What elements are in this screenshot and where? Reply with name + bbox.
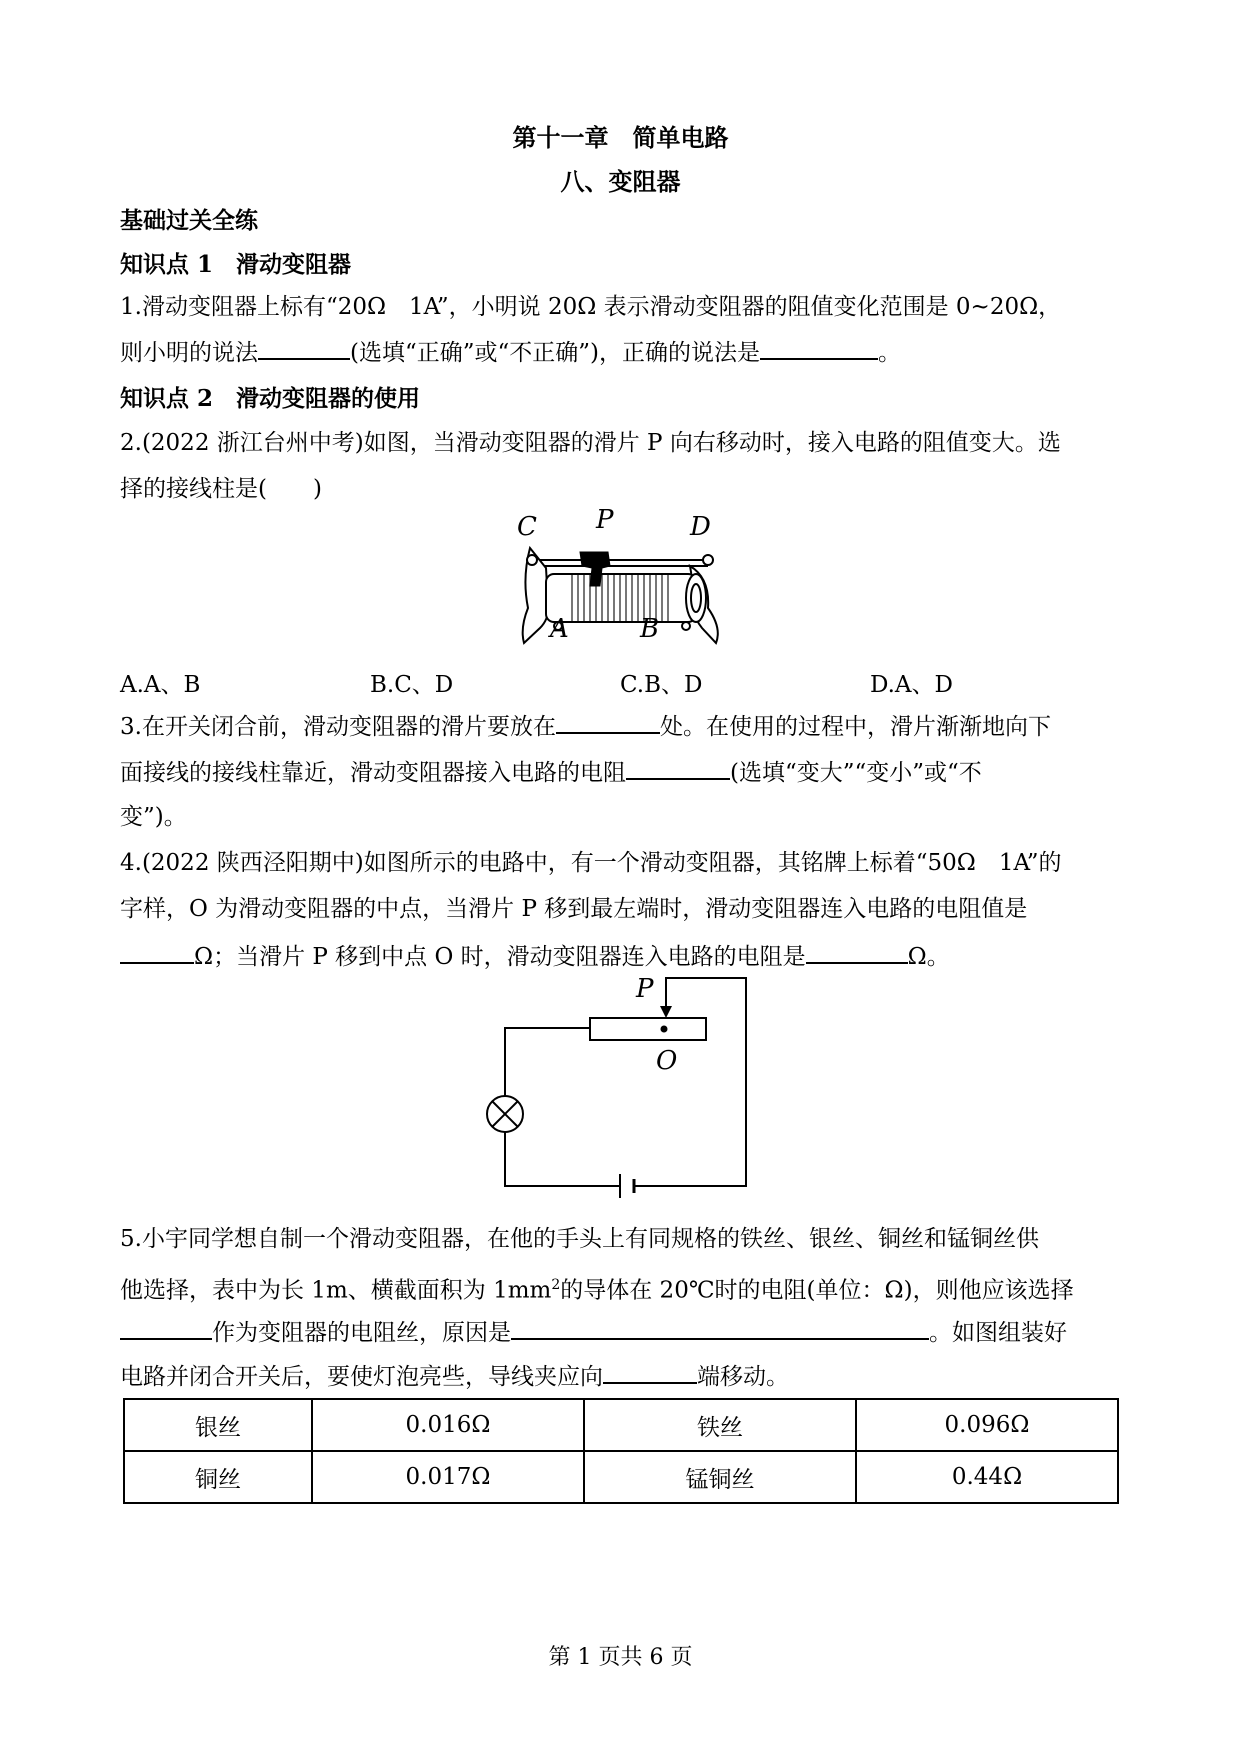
page-footer: 第 1 页共 6 页 (548, 1645, 693, 1670)
q4-blank-2[interactable] (806, 938, 908, 964)
table-cell: 铁丝 (584, 1399, 856, 1451)
q4-text-b: Ω。 (907, 944, 950, 970)
q5-text-f: 端移动。 (697, 1364, 789, 1390)
q3-line3: 变”)。 (120, 804, 187, 830)
table-cell: 0.44Ω (856, 1451, 1118, 1503)
option-b[interactable]: B.C、D (370, 672, 454, 698)
resistance-table (123, 1398, 1119, 1504)
q5-line3 (120, 1314, 1120, 1350)
q3-text-c: 面接线的接线柱靠近，滑动变阻器接入电路的电阻 (120, 760, 626, 786)
q5-line4 (120, 1358, 1120, 1394)
q5-text-e: 电路并闭合开关后，要使灯泡亮些，导线夹应向 (120, 1364, 603, 1390)
option-c[interactable]: C.B、D (620, 672, 703, 698)
table-row (124, 1451, 1118, 1503)
table-cell: 银丝 (124, 1399, 312, 1451)
q2-line1: 2.(2022 浙江台州中考)如图，当滑动变阻器的滑片 P 向右移动时，接入电路的阻值变大。选 (120, 430, 1061, 456)
circuit-figure (470, 972, 760, 1202)
q1-blank-1[interactable] (258, 334, 350, 360)
q5-blank-3[interactable] (603, 1358, 697, 1384)
q1-line1: 1.滑动变阻器上标有“20Ω 1A”，小明说 20Ω 表示滑动变阻器的阻值变化范围是 0~20Ω， (120, 294, 1062, 320)
chapter-title: 第十一章 简单电路 (512, 123, 729, 152)
q4-blank-1[interactable] (120, 938, 194, 964)
q3-text-b: 处。在使用的过程中，滑片渐渐地向下 (659, 714, 1051, 740)
q5-line1: 5.小宇同学想自制一个滑动变阻器，在他的手头上有同规格的铁丝、银丝、铜丝和锰铜丝供 (120, 1226, 1039, 1252)
q3-line1 (120, 708, 1120, 744)
circuit-o-label: O (656, 1046, 678, 1076)
q1-text-c: 。 (877, 340, 901, 366)
circuit-p-label: P (636, 974, 654, 1004)
section-heading: 基础过关全练 (120, 207, 258, 234)
q5-text-b: 的导体在 20℃时的电阻(单位：Ω)，则他应该选择 (560, 1277, 1074, 1304)
q3-blank-1[interactable] (556, 708, 660, 734)
lesson-title: 八、变阻器 (560, 167, 681, 196)
q3-text-d: (选填“变大”“变小”或“不 (730, 760, 982, 786)
table-cell: 锰铜丝 (584, 1451, 856, 1503)
slider-p-label: P (596, 505, 614, 535)
q5-text-c: 作为变阻器的电阻丝，原因是 (212, 1320, 511, 1346)
q3-text-a: 3.在开关闭合前，滑动变阻器的滑片要放在 (120, 714, 556, 740)
q4-line2: 字样，O 为滑动变阻器的中点，当滑片 P 移到最左端时，滑动变阻器连入电路的电阻值是 (120, 896, 1028, 922)
terminal-c-label: C (517, 512, 537, 542)
knowledge-point-1: 知识点 1 滑动变阻器 (120, 251, 352, 278)
q4-line3 (120, 938, 1120, 974)
table-cell: 0.016Ω (312, 1399, 584, 1451)
terminal-b-label: B (640, 614, 660, 644)
table-cell: 铜丝 (124, 1451, 312, 1503)
terminal-d-label: D (690, 512, 711, 542)
q1-text-b: (选填“正确”或“不正确”)，正确的说法是 (350, 340, 760, 366)
option-d[interactable]: D.A、D (870, 672, 953, 698)
q5-text-d: 。如图组装好 (929, 1320, 1067, 1346)
q1-blank-2[interactable] (760, 334, 878, 360)
knowledge-point-2: 知识点 2 滑动变阻器的使用 (120, 385, 421, 412)
q3-line2 (120, 754, 1120, 790)
table-cell: 0.017Ω (312, 1451, 584, 1503)
q5-superscript: 2 (551, 1277, 561, 1293)
q1-text-a: 则小明的说法 (120, 340, 258, 366)
q1-line2 (120, 334, 1120, 370)
q2-line2: 择的接线柱是( ) (120, 476, 322, 502)
q4-line1: 4.(2022 陕西泾阳期中)如图所示的电路中，有一个滑动变阻器，其铭牌上标着“50Ω 1A”的 (120, 850, 1062, 876)
q4-text-a: Ω；当滑片 P 移到中点 O 时，滑动变阻器连入电路的电阻是 (194, 944, 806, 970)
table-row (124, 1399, 1118, 1451)
q5-blank-1[interactable] (120, 1314, 212, 1340)
q5-blank-2[interactable] (511, 1314, 929, 1340)
q3-blank-2[interactable] (626, 754, 730, 780)
table-cell: 0.096Ω (856, 1399, 1118, 1451)
terminal-a-label: A (550, 614, 569, 644)
q5-line2 (120, 1268, 1120, 1308)
option-a[interactable]: A.A、B (120, 672, 201, 698)
q5-text-a: 他选择，表中为长 1m、横截面积为 1mm (120, 1277, 552, 1304)
